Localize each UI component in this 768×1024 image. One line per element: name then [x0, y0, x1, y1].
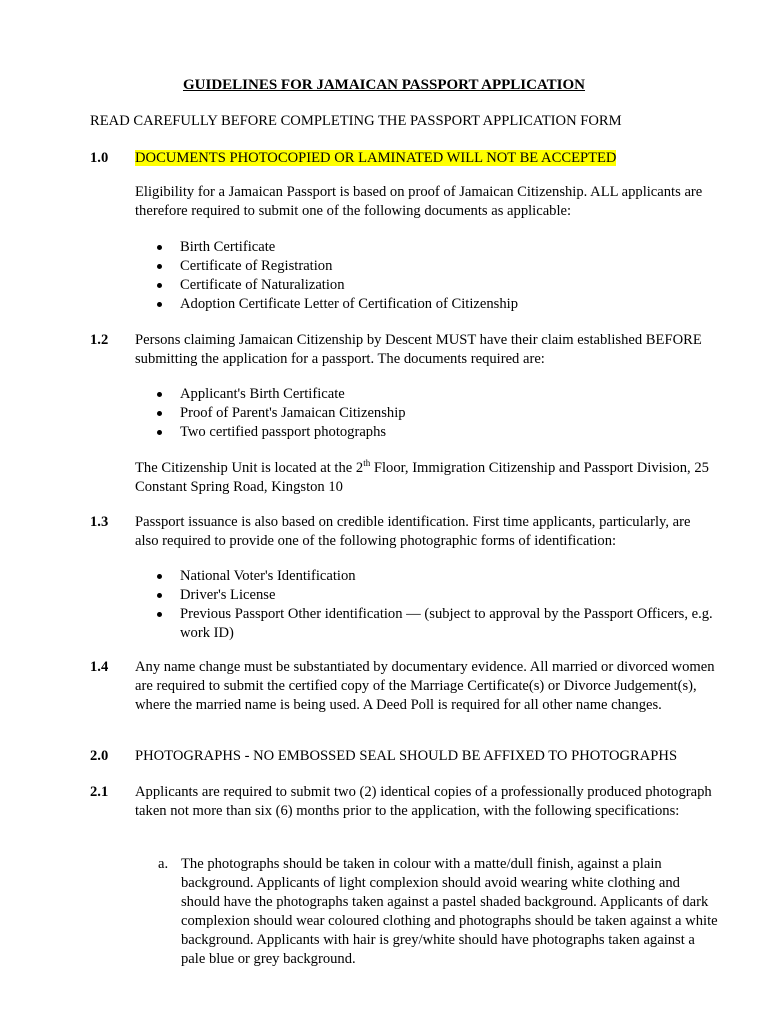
section-number-1-4: 1.4: [90, 659, 109, 675]
list-item: Two certified passport photographs: [157, 423, 717, 442]
list-item: Previous Passport Other identification — (subject to approval by the Passport Officers, e.g. work ID): [157, 605, 717, 643]
section-number-1-0: 1.0: [90, 150, 109, 166]
bullet-icon: [157, 302, 162, 307]
section-number-2-1: 2.1: [90, 784, 109, 800]
list-item: Adoption Certificate Letter of Certification of Citizenship: [157, 295, 717, 314]
list-item: Certificate of Naturalization: [157, 276, 717, 295]
bullet-icon: [157, 264, 162, 269]
section-number-1-3: 1.3: [90, 514, 109, 530]
highlighted-heading: DOCUMENTS PHOTOCOPIED OR LAMINATED WILL NOT BE ACCEPTED: [135, 150, 617, 166]
bullet-icon: [157, 245, 162, 250]
list-item: Birth Certificate: [157, 238, 717, 257]
section-number-2-0: 2.0: [90, 748, 109, 764]
section-1-0-list: [157, 238, 717, 314]
section-1-3-list: [157, 567, 717, 643]
section-1-4-paragraph: Any name change must be substantiated by documentary evidence. All married or divorced women are required to submit the certified copy of the Marriage Certificate(s) or Divorce Judgement(s), where the married name is being used. A Deed Poll is required for all other name changes.: [135, 659, 715, 713]
list-marker-a: a.: [158, 856, 169, 872]
bullet-icon: [157, 411, 162, 416]
section-2-1-paragraph: Applicants are required to submit two (2) identical copies of a professionally produced photograph taken not more than six (6) months prior to the application, with the following specifications:: [135, 784, 712, 819]
list-item: National Voter's Identification: [157, 567, 717, 586]
section-1-3-paragraph: Passport issuance is also based on credible identification. First time applicants, particularly, are also required to provide one of the following photographic forms of identification:: [135, 514, 691, 549]
section-1-2-paragraph: Persons claiming Jamaican Citizenship by Descent MUST have their claim established BEFORE submitting the application for a passport. The documents required are:: [135, 332, 702, 367]
list-item: Proof of Parent's Jamaican Citizenship: [157, 404, 717, 423]
bullet-icon: [157, 574, 162, 579]
section-2-0-heading: PHOTOGRAPHS - NO EMBOSSED SEAL SHOULD BE AFFIXED TO PHOTOGRAPHS: [135, 748, 678, 764]
bullet-icon: [157, 392, 162, 397]
section-1-0-heading: [135, 149, 616, 168]
bullet-icon: [157, 612, 162, 617]
list-item: Certificate of Registration: [157, 257, 717, 276]
bullet-icon: [157, 593, 162, 598]
list-item: Applicant's Birth Certificate: [157, 385, 717, 404]
intro-line: READ CAREFULLY BEFORE COMPLETING THE PASSPORT APPLICATION FORM: [90, 113, 622, 129]
bullet-icon: [157, 430, 162, 435]
section-number-1-2: 1.2: [90, 332, 109, 348]
section-2-1-item-a: The photographs should be taken in colour with a matte/dull finish, against a plain background. Applicants of light complexion should avoid wearing white clothing and should have the photographs taken against a pastel shaded background. Applicants of dark complexion should wear coloured clothing and photographs should be taken against a white background. Applicants with hair is grey/white should have photographs taken against a pale blue or grey background.: [181, 856, 718, 967]
list-item: Driver's License: [157, 586, 717, 605]
section-1-2-list: [157, 385, 717, 442]
section-1-0-paragraph: Eligibility for a Jamaican Passport is based on proof of Jamaican Citizenship. ALL applicants are therefore required to submit one of the following documents as applicable:: [135, 184, 703, 219]
bullet-icon: [157, 283, 162, 288]
citizenship-unit-location: The Citizenship Unit is located at the 2th Floor, Immigration Citizenship and Passport Division, 25 Constant Spring Road, Kingston 10: [135, 458, 709, 495]
page-title: GUIDELINES FOR JAMAICAN PASSPORT APPLICATION: [182, 77, 586, 93]
